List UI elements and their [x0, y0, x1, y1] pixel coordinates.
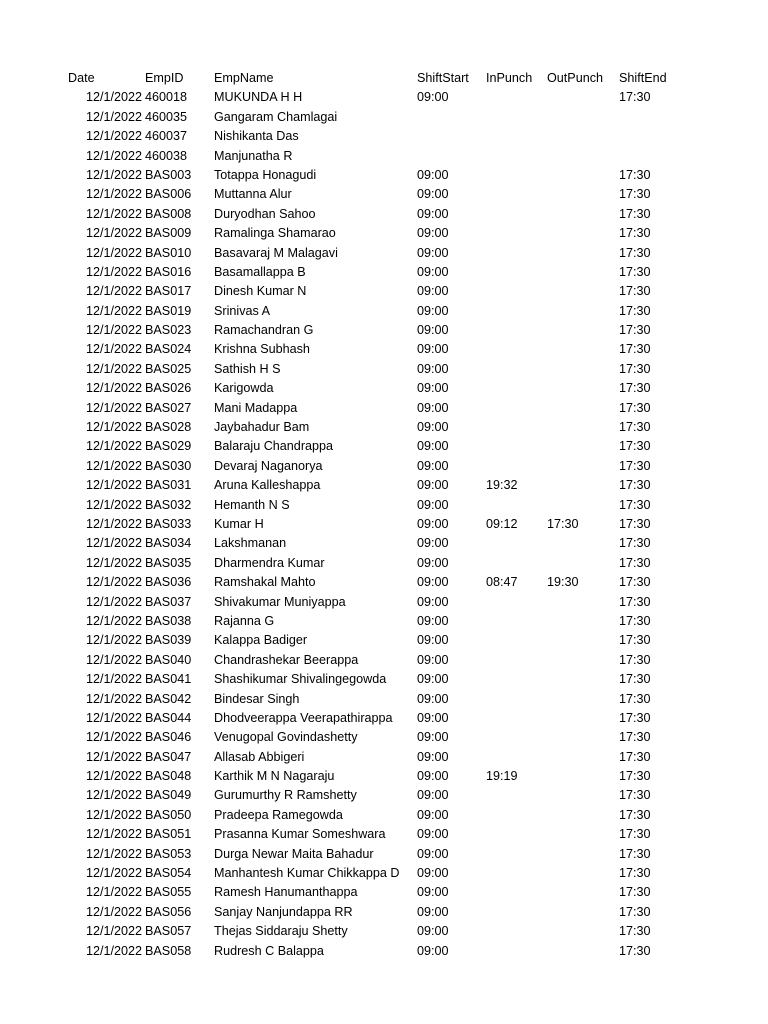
- cell-date: 12/1/2022: [85, 943, 142, 958]
- table-row: [0, 147, 768, 166]
- cell-date: 12/1/2022: [85, 633, 142, 648]
- cell-empname: Lakshmanan: [214, 536, 287, 551]
- cell-empid: BAS026: [145, 381, 192, 396]
- table-row: [0, 864, 768, 883]
- cell-empid: BAS010: [145, 245, 192, 260]
- cell-shiftstart: 09:00: [417, 536, 449, 551]
- header-row: [0, 69, 768, 88]
- table-row: [0, 612, 768, 631]
- table-row: [0, 437, 768, 456]
- cell-empname: Manhantesh Kumar Chikkappa D: [214, 866, 400, 881]
- cell-empid: 460038: [145, 148, 188, 163]
- cell-empname: Manjunatha R: [214, 148, 293, 163]
- cell-shiftstart: 09:00: [417, 807, 449, 822]
- table-row: [0, 515, 768, 534]
- table-row: [0, 379, 768, 398]
- cell-shiftend: 17:30: [619, 652, 651, 667]
- cell-shiftend: 17:30: [619, 90, 651, 105]
- table-row: [0, 166, 768, 185]
- cell-shiftend: 17:30: [619, 516, 651, 531]
- table-row: [0, 922, 768, 941]
- cell-empname: Thejas Siddaraju Shetty: [214, 924, 348, 939]
- cell-empname: Jaybahadur Bam: [214, 420, 310, 435]
- table-row: [0, 224, 768, 243]
- cell-shiftstart: 09:00: [417, 749, 449, 764]
- cell-date: 12/1/2022: [85, 458, 142, 473]
- cell-empid: BAS027: [145, 400, 192, 415]
- table-row: [0, 767, 768, 786]
- cell-shiftstart: 09:00: [417, 516, 449, 531]
- cell-shiftend: 17:30: [619, 846, 651, 861]
- cell-date: 12/1/2022: [85, 575, 142, 590]
- cell-empid: BAS016: [145, 264, 192, 279]
- cell-empid: BAS039: [145, 633, 192, 648]
- cell-empid: BAS050: [145, 807, 192, 822]
- cell-shiftend: 17:30: [619, 400, 651, 415]
- table-row: [0, 476, 768, 495]
- cell-date: 12/1/2022: [85, 904, 142, 919]
- cell-shiftend: 17:30: [619, 866, 651, 881]
- cell-shiftend: 17:30: [619, 672, 651, 687]
- cell-empname: Totappa Honagudi: [214, 167, 317, 182]
- cell-empname: Rajanna G: [214, 613, 275, 628]
- cell-empname: Sathish H S: [214, 361, 281, 376]
- cell-empid: BAS036: [145, 575, 192, 590]
- cell-shiftstart: 09:00: [417, 885, 449, 900]
- cell-shiftstart: 09:00: [417, 245, 449, 260]
- cell-date: 12/1/2022: [85, 516, 142, 531]
- cell-empid: BAS032: [145, 497, 192, 512]
- table-row: [0, 302, 768, 321]
- cell-date: 12/1/2022: [85, 866, 142, 881]
- cell-date: 12/1/2022: [85, 303, 142, 318]
- cell-empid: BAS028: [145, 420, 192, 435]
- table-row: [0, 786, 768, 805]
- cell-shiftstart: 09:00: [417, 710, 449, 725]
- cell-empid: BAS035: [145, 555, 192, 570]
- cell-empid: BAS029: [145, 439, 192, 454]
- table-row: [0, 903, 768, 922]
- cell-shiftstart: 09:00: [417, 323, 449, 338]
- cell-empname: Durga Newar Maita Bahadur: [214, 846, 374, 861]
- cell-date: 12/1/2022: [85, 90, 142, 105]
- table-row: [0, 457, 768, 476]
- table-row: [0, 244, 768, 263]
- header-empname: EmpName: [214, 71, 274, 85]
- cell-shiftstart: 09:00: [417, 769, 449, 784]
- cell-date: 12/1/2022: [85, 769, 142, 784]
- cell-empname: Krishna Subhash: [214, 342, 310, 357]
- cell-date: 12/1/2022: [85, 206, 142, 221]
- cell-date: 12/1/2022: [85, 846, 142, 861]
- cell-shiftstart: 09:00: [417, 943, 449, 958]
- cell-shiftend: 17:30: [619, 807, 651, 822]
- cell-empid: BAS058: [145, 943, 192, 958]
- cell-empid: BAS042: [145, 691, 192, 706]
- cell-empname: Sanjay Nanjundappa RR: [214, 904, 353, 919]
- cell-shiftend: 17:30: [619, 478, 651, 493]
- cell-empid: BAS053: [145, 846, 192, 861]
- cell-shiftstart: 09:00: [417, 420, 449, 435]
- cell-empname: Shivakumar Muniyappa: [214, 594, 346, 609]
- cell-empid: BAS044: [145, 710, 192, 725]
- cell-empid: BAS040: [145, 652, 192, 667]
- cell-date: 12/1/2022: [85, 439, 142, 454]
- cell-date: 12/1/2022: [85, 226, 142, 241]
- cell-empname: Kalappa Badiger: [214, 633, 308, 648]
- cell-empid: BAS024: [145, 342, 192, 357]
- cell-inpunch: 19:32: [486, 478, 518, 493]
- cell-date: 12/1/2022: [85, 672, 142, 687]
- cell-date: 12/1/2022: [85, 323, 142, 338]
- cell-shiftend: 17:30: [619, 769, 651, 784]
- cell-shiftend: 17:30: [619, 633, 651, 648]
- cell-shiftend: 17:30: [619, 323, 651, 338]
- cell-shiftend: 17:30: [619, 613, 651, 628]
- header-shiftend: ShiftEnd: [619, 71, 667, 85]
- cell-empid: BAS051: [145, 827, 192, 842]
- table-row: [0, 418, 768, 437]
- cell-date: 12/1/2022: [85, 613, 142, 628]
- table-row: [0, 554, 768, 573]
- cell-empname: Ramalinga Shamarao: [214, 226, 336, 241]
- cell-empid: BAS041: [145, 672, 192, 687]
- table-row: [0, 631, 768, 650]
- cell-shiftstart: 09:00: [417, 846, 449, 861]
- cell-date: 12/1/2022: [85, 400, 142, 415]
- cell-empname: Gurumurthy R Ramshetty: [214, 788, 357, 803]
- cell-date: 12/1/2022: [85, 264, 142, 279]
- cell-shiftstart: 09:00: [417, 90, 449, 105]
- cell-shiftend: 17:30: [619, 555, 651, 570]
- table-row: [0, 748, 768, 767]
- cell-empid: BAS006: [145, 187, 192, 202]
- cell-empid: 460037: [145, 129, 188, 144]
- table-row: [0, 942, 768, 961]
- table-row: [0, 593, 768, 612]
- cell-inpunch: 08:47: [486, 575, 518, 590]
- cell-date: 12/1/2022: [85, 342, 142, 357]
- table-row: [0, 263, 768, 282]
- table-body: [0, 88, 768, 961]
- cell-empname: Prasanna Kumar Someshwara: [214, 827, 386, 842]
- cell-empid: BAS003: [145, 167, 192, 182]
- cell-shiftend: 17:30: [619, 361, 651, 376]
- table-row: [0, 360, 768, 379]
- cell-empid: BAS047: [145, 749, 192, 764]
- cell-date: 12/1/2022: [85, 730, 142, 745]
- cell-date: 12/1/2022: [85, 788, 142, 803]
- cell-shiftstart: 09:00: [417, 284, 449, 299]
- cell-date: 12/1/2022: [85, 497, 142, 512]
- cell-shiftend: 17:30: [619, 691, 651, 706]
- cell-shiftend: 17:30: [619, 264, 651, 279]
- cell-shiftstart: 09:00: [417, 652, 449, 667]
- cell-shiftend: 17:30: [619, 420, 651, 435]
- cell-shiftend: 17:30: [619, 167, 651, 182]
- table-row: [0, 534, 768, 553]
- cell-shiftend: 17:30: [619, 943, 651, 958]
- cell-empname: Hemanth N S: [214, 497, 290, 512]
- cell-shiftend: 17:30: [619, 536, 651, 551]
- cell-date: 12/1/2022: [85, 284, 142, 299]
- cell-empname: Ramshakal Mahto: [214, 575, 316, 590]
- cell-shiftstart: 09:00: [417, 264, 449, 279]
- table-row: [0, 651, 768, 670]
- cell-date: 12/1/2022: [85, 148, 142, 163]
- cell-empid: BAS025: [145, 361, 192, 376]
- cell-shiftstart: 09:00: [417, 167, 449, 182]
- cell-shiftstart: 09:00: [417, 672, 449, 687]
- cell-shiftend: 17:30: [619, 904, 651, 919]
- cell-shiftstart: 09:00: [417, 633, 449, 648]
- cell-shiftend: 17:30: [619, 303, 651, 318]
- cell-empname: Dinesh Kumar N: [214, 284, 307, 299]
- cell-empid: BAS019: [145, 303, 192, 318]
- cell-empname: Rudresh C Balappa: [214, 943, 324, 958]
- cell-empname: Ramesh Hanumanthappa: [214, 885, 358, 900]
- cell-shiftend: 17:30: [619, 594, 651, 609]
- cell-shiftstart: 09:00: [417, 400, 449, 415]
- cell-shiftend: 17:30: [619, 497, 651, 512]
- cell-empid: BAS037: [145, 594, 192, 609]
- cell-empname: Devaraj Naganorya: [214, 458, 323, 473]
- cell-empname: Kumar H: [214, 516, 264, 531]
- cell-shiftend: 17:30: [619, 710, 651, 725]
- cell-shiftstart: 09:00: [417, 458, 449, 473]
- cell-inpunch: 09:12: [486, 516, 518, 531]
- cell-empname: MUKUNDA H H: [214, 90, 303, 105]
- header-empid: EmpID: [145, 71, 184, 85]
- cell-shiftend: 17:30: [619, 788, 651, 803]
- cell-outpunch: 17:30: [547, 516, 579, 531]
- table-row: [0, 205, 768, 224]
- cell-shiftstart: 09:00: [417, 866, 449, 881]
- table-row: [0, 185, 768, 204]
- cell-date: 12/1/2022: [85, 420, 142, 435]
- header-outpunch: OutPunch: [547, 71, 604, 85]
- table-row: [0, 806, 768, 825]
- table-row: [0, 709, 768, 728]
- cell-empname: Shashikumar Shivalingegowda: [214, 672, 387, 687]
- cell-empname: Muttanna Alur: [214, 187, 292, 202]
- cell-empname: Karigowda: [214, 381, 274, 396]
- table-row: [0, 399, 768, 418]
- cell-shiftstart: 09:00: [417, 555, 449, 570]
- cell-shiftstart: 09:00: [417, 575, 449, 590]
- table-row: [0, 573, 768, 592]
- cell-empname: Basavaraj M Malagavi: [214, 245, 338, 260]
- table-row: [0, 321, 768, 340]
- cell-empid: BAS023: [145, 323, 192, 338]
- table-row: [0, 88, 768, 107]
- cell-shiftstart: 09:00: [417, 226, 449, 241]
- cell-empid: BAS046: [145, 730, 192, 745]
- cell-empid: BAS030: [145, 458, 192, 473]
- cell-empname: Srinivas A: [214, 303, 270, 318]
- cell-shiftend: 17:30: [619, 439, 651, 454]
- header-shiftstart: ShiftStart: [417, 71, 469, 85]
- cell-shiftstart: 09:00: [417, 924, 449, 939]
- table-row: [0, 728, 768, 747]
- cell-shiftstart: 09:00: [417, 381, 449, 396]
- cell-date: 12/1/2022: [85, 167, 142, 182]
- cell-date: 12/1/2022: [85, 827, 142, 842]
- cell-shiftstart: 09:00: [417, 594, 449, 609]
- cell-shiftstart: 09:00: [417, 342, 449, 357]
- cell-shiftend: 17:30: [619, 885, 651, 900]
- attendance-sheet: [0, 69, 768, 961]
- cell-empid: BAS055: [145, 885, 192, 900]
- cell-empid: BAS049: [145, 788, 192, 803]
- table-row: [0, 282, 768, 301]
- cell-date: 12/1/2022: [85, 245, 142, 260]
- table-row: [0, 883, 768, 902]
- cell-empid: 460035: [145, 109, 188, 124]
- cell-empid: BAS057: [145, 924, 192, 939]
- cell-empid: BAS033: [145, 516, 192, 531]
- cell-shiftstart: 09:00: [417, 361, 449, 376]
- cell-empname: Ramachandran G: [214, 323, 314, 338]
- cell-shiftend: 17:30: [619, 226, 651, 241]
- table-row: [0, 127, 768, 146]
- cell-shiftstart: 09:00: [417, 730, 449, 745]
- cell-empname: Chandrashekar Beerappa: [214, 652, 359, 667]
- cell-empname: Balaraju Chandrappa: [214, 439, 334, 454]
- cell-date: 12/1/2022: [85, 536, 142, 551]
- cell-empid: BAS031: [145, 478, 192, 493]
- cell-date: 12/1/2022: [85, 652, 142, 667]
- cell-shiftstart: 09:00: [417, 613, 449, 628]
- table-row: [0, 825, 768, 844]
- cell-shiftstart: 09:00: [417, 206, 449, 221]
- cell-empname: Aruna Kalleshappa: [214, 478, 321, 493]
- cell-shiftend: 17:30: [619, 749, 651, 764]
- cell-empid: BAS034: [145, 536, 192, 551]
- cell-shiftstart: 09:00: [417, 788, 449, 803]
- cell-shiftstart: 09:00: [417, 827, 449, 842]
- cell-shiftend: 17:30: [619, 924, 651, 939]
- cell-shiftstart: 09:00: [417, 478, 449, 493]
- cell-empname: Gangaram Chamlagai: [214, 109, 338, 124]
- cell-shiftend: 17:30: [619, 827, 651, 842]
- table-row: [0, 670, 768, 689]
- cell-empid: BAS008: [145, 206, 192, 221]
- cell-empname: Mani Madappa: [214, 400, 298, 415]
- cell-shiftstart: 09:00: [417, 691, 449, 706]
- cell-date: 12/1/2022: [85, 478, 142, 493]
- cell-date: 12/1/2022: [85, 381, 142, 396]
- table-row: [0, 845, 768, 864]
- cell-shiftend: 17:30: [619, 575, 651, 590]
- cell-empname: Pradeepa Ramegowda: [214, 807, 343, 822]
- cell-date: 12/1/2022: [85, 109, 142, 124]
- cell-empname: Nishikanta Das: [214, 129, 299, 144]
- cell-empname: Bindesar Singh: [214, 691, 300, 706]
- cell-shiftstart: 09:00: [417, 904, 449, 919]
- cell-empname: Karthik M N Nagaraju: [214, 769, 335, 784]
- cell-outpunch: 19:30: [547, 575, 579, 590]
- cell-shiftend: 17:30: [619, 206, 651, 221]
- cell-date: 12/1/2022: [85, 807, 142, 822]
- cell-date: 12/1/2022: [85, 710, 142, 725]
- cell-shiftend: 17:30: [619, 342, 651, 357]
- cell-date: 12/1/2022: [85, 749, 142, 764]
- cell-empname: Venugopal Govindashetty: [214, 730, 358, 745]
- cell-shiftend: 17:30: [619, 187, 651, 202]
- cell-date: 12/1/2022: [85, 129, 142, 144]
- header-date: Date: [68, 71, 95, 85]
- cell-shiftend: 17:30: [619, 458, 651, 473]
- cell-empid: BAS048: [145, 769, 192, 784]
- cell-shiftstart: 09:00: [417, 439, 449, 454]
- cell-empname: Dhodveerappa Veerapathirappa: [214, 710, 393, 725]
- cell-date: 12/1/2022: [85, 691, 142, 706]
- cell-shiftend: 17:30: [619, 730, 651, 745]
- header-inpunch: InPunch: [486, 71, 533, 85]
- cell-shiftstart: 09:00: [417, 303, 449, 318]
- cell-empname: Allasab Abbigeri: [214, 749, 305, 764]
- table-row: [0, 340, 768, 359]
- table-row: [0, 496, 768, 515]
- cell-date: 12/1/2022: [85, 187, 142, 202]
- cell-date: 12/1/2022: [85, 555, 142, 570]
- cell-empname: Duryodhan Sahoo: [214, 206, 316, 221]
- cell-date: 12/1/2022: [85, 594, 142, 609]
- cell-empid: BAS038: [145, 613, 192, 628]
- cell-empname: Basamallappa B: [214, 264, 306, 279]
- cell-shiftend: 17:30: [619, 284, 651, 299]
- cell-empid: BAS054: [145, 866, 192, 881]
- table-row: [0, 690, 768, 709]
- cell-empid: BAS056: [145, 904, 192, 919]
- cell-shiftend: 17:30: [619, 245, 651, 260]
- cell-date: 12/1/2022: [85, 924, 142, 939]
- cell-shiftend: 17:30: [619, 381, 651, 396]
- cell-date: 12/1/2022: [85, 885, 142, 900]
- cell-date: 12/1/2022: [85, 361, 142, 376]
- cell-empid: 460018: [145, 90, 188, 105]
- cell-inpunch: 19:19: [486, 769, 518, 784]
- cell-shiftstart: 09:00: [417, 497, 449, 512]
- cell-empid: BAS009: [145, 226, 192, 241]
- table-row: [0, 108, 768, 127]
- cell-empid: BAS017: [145, 284, 192, 299]
- cell-empname: Dharmendra Kumar: [214, 555, 325, 570]
- cell-shiftstart: 09:00: [417, 187, 449, 202]
